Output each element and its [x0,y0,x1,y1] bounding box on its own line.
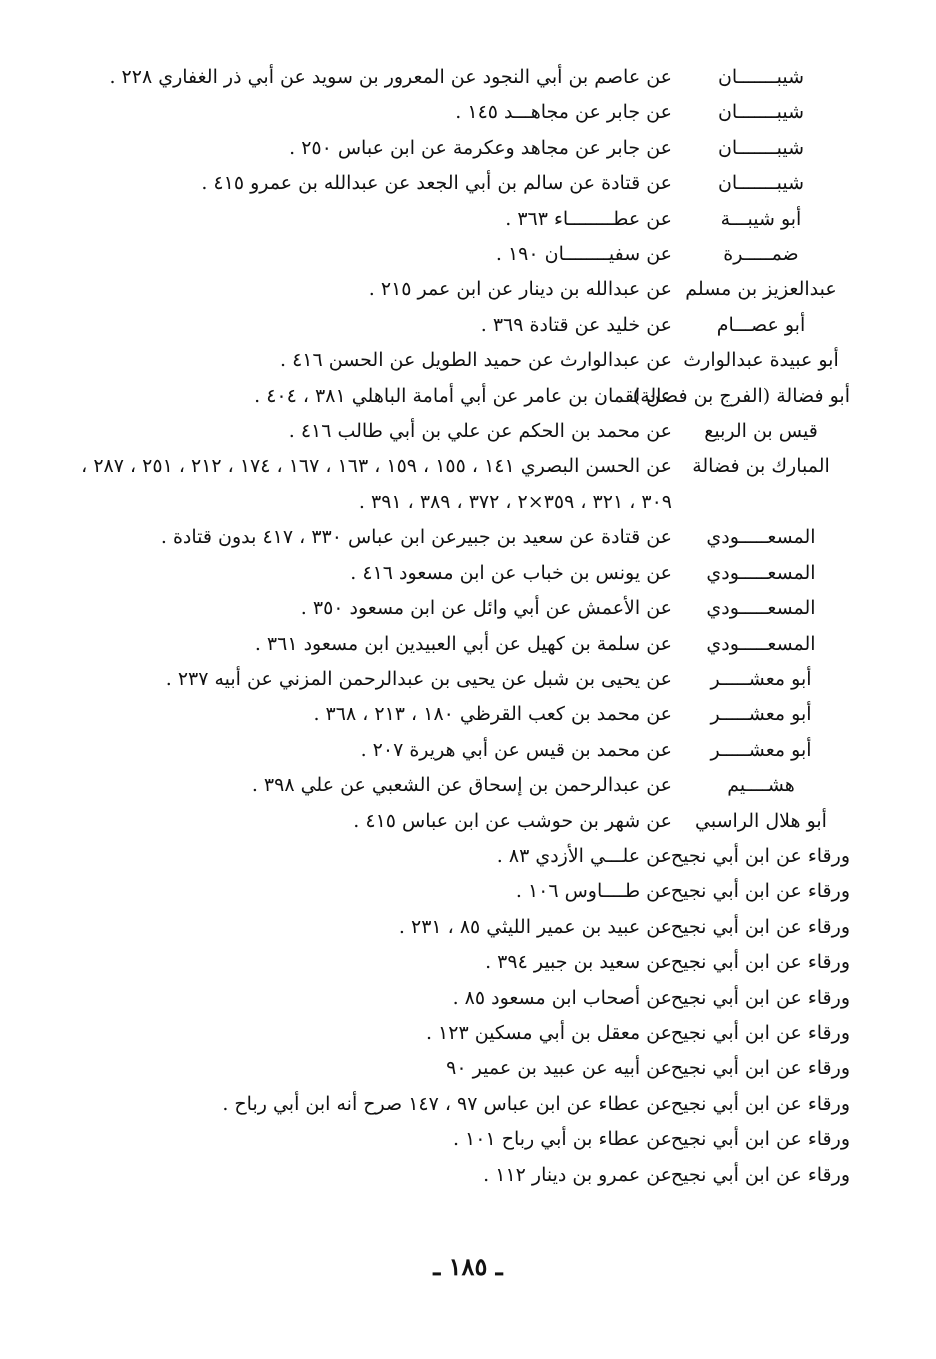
narrator-name: ورقاء عن ابن أبي نجيح [670,951,850,974]
index-entry [60,733,850,768]
index-entry [60,166,850,201]
index-entry [60,237,850,272]
transmission-chain: عن عبيد بن عمير الليثي ٨٥ ، ٢٣١ . [398,915,672,938]
transmission-chain: عن شهر بن حوشب عن ابن عباس ٤١٥ . [353,809,672,832]
transmission-chain: عن عبدالرحمن بن إسحاق عن الشعبي عن علي ٣٩٨ . [251,774,672,797]
index-entry [60,95,850,130]
index-entry [60,804,850,839]
index-entry [60,60,850,95]
transmission-chain: عن عاصم بن أبي النجود عن المعرور بن سويد عن أبي ذر الغفاري ٢٢٨ . [109,66,672,88]
index-entry [60,1158,850,1193]
transmission-chain: عن محمد بن الحكم عن علي بن أبي طالب ٤١٦ . [288,420,672,443]
narrator-name: ورقاء عن ابن أبي نجيح [670,1163,850,1186]
transmission-chain: عن يحيى بن شبل عن يحيى بن عبدالرحمن المزني عن أبيه ٢٣٧ . [165,667,672,690]
transmission-chain: عن أبيه عن عبيد بن عمير ٩٠ [446,1057,672,1080]
narrator-name: ورقاء عن ابن أبي نجيح [670,880,850,903]
transmission-chain: عن خليد عن قتادة ٣٦٩ . [480,313,672,336]
index-entry [60,697,850,732]
index-entry [60,272,850,307]
narrator-name: شيبـــــــان [717,101,805,124]
transmission-chain: عن محمد بن كعب القرظي ١٨٠ ، ٢١٣ ، ٣٦٨ . [313,703,672,726]
narrator-name: عبدالعزيز بن مسلم [685,278,837,301]
transmission-chain: عن الأعمش عن أبي وائل عن ابن مسعود ٣٥٠ . [300,597,672,620]
index-entry [60,202,850,237]
transmission-chain: عن الحسن البصري ١٤١ ، ١٥٥ ، ١٥٩ ، ١٦٣ ، ١٦٧ ، ١٧٤ ، ٢١٢ ، ٢٥١ ، ٢٨٧ ، ٣٠٩ ، ٣٢١ ، ٣٥٩×٢ ، ٣٧٢ ، ٣٨٩ ، ٣٩١ . [81,455,672,513]
narrator-name: المسعـــــودي [706,561,816,584]
narrator-name: أبو معشـــــر [710,667,812,690]
transmission-chain: عن قتادة عن سعيد بن جبيرعن ابن عباس ٣٣٠ ، ٤١٧ بدون قتادة . [160,526,672,549]
transmission-chain: عن معقل بن أبي مسكين ١٢٣ . [425,1021,672,1044]
page-number: ـ ١٨٥ ـ [433,1252,503,1281]
transmission-chain: عن لقمان بن عامر عن أبي أمامة الباهلي ٣٨١ ، ٤٠٤ . [254,384,672,407]
narrator-name: ضمـــــرة [723,243,799,266]
narrator-name: المبارك بن فضالة [692,455,830,478]
transmission-chain: عن سعيد بن جبير ٣٩٤ . [485,951,672,974]
index-entry [60,414,850,449]
index-entry [60,945,850,980]
narrator-name: أبو عصـــام [716,313,806,336]
narrator-name: أبو عبيدة عبدالوارث [683,349,839,372]
transmission-chain: عن سلمة بن كهيل عن أبي العبيدين ابن مسعود ٣٦١ . [254,632,672,655]
index-entry [60,379,850,414]
index-entry [60,343,850,378]
index-entry [60,556,850,591]
transmission-chain: عن علـــي الأزدي ٨٣ . [496,844,672,867]
transmission-chain: عن جابر عن مجاهـــد ١٤٥ . [455,101,672,124]
narrator-name: المسعـــــودي [706,632,816,655]
index-entry [60,520,850,555]
index-entry [60,1051,850,1086]
index-entry [60,131,850,166]
narrator-name: شيبـــــــان [717,172,805,195]
narrator-name: هشــــيم [727,774,795,797]
narrator-name: أبو معشـــــر [710,703,812,726]
narrator-name: ورقاء عن ابن أبي نجيح [670,1057,850,1080]
transmission-chain: عن سفيــــــــان ١٩٠ . [495,243,672,266]
index-entry [60,981,850,1016]
index-entry [60,839,850,874]
transmission-chain: عن أصحاب ابن مسعود ٨٥ . [452,986,672,1009]
index-entry [60,1087,850,1122]
transmission-chain: عن قتادة عن سالم بن أبي الجعد عن عبدالله بن عمرو ٤١٥ . [201,172,672,195]
transmission-chain: عن عطاء بن أبي رباح ١٠١ . [452,1128,672,1151]
transmission-chain: عن عطــــــــاء ٣٦٣ . [505,207,672,230]
index-entry [60,1122,850,1157]
index-entry [60,910,850,945]
narrator-name: أبو فضالة (الفرج بن فضالة) [632,384,850,407]
narrator-name: شيبـــــــان [717,136,805,159]
index-entry [60,1016,850,1051]
transmission-chain: عن عمرو بن دينار ١١٢ . [483,1163,672,1186]
index-entry [60,768,850,803]
index-entry [60,591,850,626]
transmission-chain: عن طــــاوس ١٠٦ . [515,880,672,903]
narrator-name: ورقاء عن ابن أبي نجيح [670,1128,850,1151]
narrator-name: ورقاء عن ابن أبي نجيح [670,1092,850,1115]
narrator-name: قيس بن الربيع [704,420,818,443]
narrator-name: أبو هلال الراسبي [695,809,827,832]
transmission-chain: عن عبدالوارث عن حميد الطويل عن الحسن ٤١٦ . [280,349,672,372]
transmission-chain: عن عطاء عن ابن عباس ٩٧ ، ١٤٧ صرح أنه ابن أبي رباح . [222,1092,672,1115]
narrator-name: المسعـــــودي [706,597,816,620]
transmission-chain: عن محمد بن قيس عن أبي هريرة ٢٠٧ . [360,738,672,761]
narrator-name: أبو معشـــــر [710,738,812,761]
narrator-index-list [60,60,850,1193]
narrator-name: ورقاء عن ابن أبي نجيح [670,915,850,938]
narrator-name: ورقاء عن ابن أبي نجيح [670,986,850,1009]
transmission-chain: عن جابر عن مجاهد وعكرمة عن ابن عباس ٢٥٠ . [289,136,672,159]
index-entry [60,308,850,343]
narrator-name: ورقاء عن ابن أبي نجيح [670,1021,850,1044]
narrator-name: المسعـــــودي [706,526,816,549]
index-entry [60,874,850,909]
transmission-chain: عن يونس بن خباب عن ابن مسعود ٤١٦ . [350,561,672,584]
narrator-name: شيبـــــــان [717,66,805,88]
index-entry [60,662,850,697]
transmission-chain: عن عبدالله بن دينار عن ابن عمر ٢١٥ . [368,278,672,301]
narrator-name: ورقاء عن ابن أبي نجيح [670,844,850,867]
index-entry [60,627,850,662]
narrator-name: أبو شيبـــة [720,207,802,230]
index-entry [60,449,850,520]
